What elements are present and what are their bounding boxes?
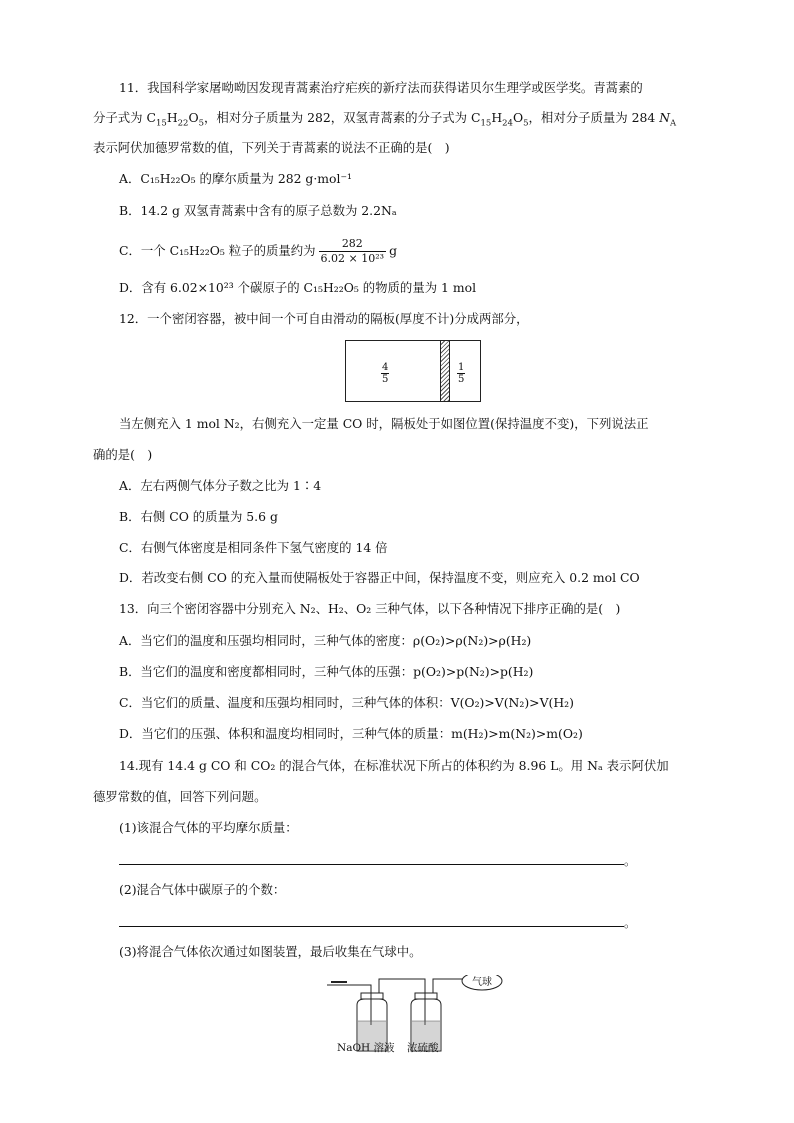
q13-option-c: C．当它们的质量、温度和压强均相同时，三种气体的体积：V(O₂)>V(N₂)>V(H₂) (119, 695, 574, 710)
q13-stem: 13．向三个密闭容器中分别充入 N₂、H₂、O₂ 三种气体，以下各种情况下排序正确的是( ) (119, 601, 621, 616)
right-denominator: 5 (458, 374, 465, 385)
q11-line2-text: 分子式为 C (93, 110, 156, 125)
left-fraction (381, 362, 389, 385)
q11-option-c-unit: g (389, 243, 398, 258)
q11-option-b: B．14.2 g 双氢青蒿素中含有的原子总数为 2.2Nₐ (119, 203, 397, 218)
blank-2-period: 。 (624, 916, 637, 930)
q14-line2: 德罗常数的值，回答下列问题。 (93, 789, 267, 804)
q11-na-sub: A (670, 118, 677, 129)
q12-line2: 当左侧充入 1 mol N₂，右侧充入一定量 CO 时，隔板处于如图位置(保持温度不变)，下列说法正 (119, 416, 649, 431)
q11-line3: 表示阿伏加德罗常数的值，下列关于青蒿素的说法不正确的是( ) (93, 140, 450, 155)
q11-na: N (659, 110, 671, 125)
q12-option-b: B．右侧 CO 的质量为 5.6 g (119, 509, 278, 524)
answer-blank-1[interactable] (119, 864, 624, 865)
q11-c-denominator: 6.02 × 10²³ (320, 252, 385, 265)
q13-option-b: B．当它们的温度和密度都相同时，三种气体的压强：p(O₂)>p(N₂)>p(H₂) (119, 664, 534, 679)
q14-part2: (2)混合气体中碳原子的个数： (119, 882, 286, 897)
naoh-solution-label: NaOH 溶液 (337, 1042, 395, 1054)
balloon-label: 气球 (472, 977, 492, 988)
container-diagram (345, 340, 481, 402)
left-denominator: 5 (382, 374, 389, 385)
right-numerator: 1 (458, 362, 465, 373)
q11-option-c-fraction (319, 238, 387, 265)
q11-o2: O (512, 110, 524, 125)
sliding-partition (440, 341, 450, 401)
q11-option-a: A．C₁₅H₂₂O₅ 的摩尔质量为 282 g·mol⁻¹ (119, 171, 352, 186)
q12-option-d: D．若改变右侧 CO 的充入量而使隔板处于容器正中间，保持温度不变，则应充入 0.2 mol CO (119, 570, 640, 585)
q12-option-a: A．左右两侧气体分子数之比为 1∶4 (119, 478, 322, 493)
q11-option-d: D．含有 6.02×10²³ 个碳原子的 C₁₅H₂₂O₅ 的物质的量为 1 mol (119, 280, 477, 295)
q11-line2-mid: ，相对分子质量为 282，双氢青蒿素的分子式为 C (204, 110, 481, 125)
q12-option-c: C．右侧气体密度是相同条件下氢气密度的 14 倍 (119, 540, 388, 555)
q13-option-d: D．当它们的压强、体积和温度均相同时，三种气体的质量：m(H₂)>m(N₂)>m(O₂) (119, 726, 583, 741)
q14-part1: (1)该混合气体的平均摩尔质量： (119, 820, 298, 835)
q11-line2-end: ，相对分子质量为 284 (528, 110, 660, 125)
q11-o: O (188, 110, 199, 125)
q13-option-a: A．当它们的温度和压强均相同时，三种气体的密度：ρ(O₂)>ρ(N₂)>ρ(H₂) (119, 633, 532, 648)
q12-line3: 确的是( ) (93, 447, 153, 462)
q11-c-numerator: 282 (319, 238, 387, 252)
conc-sulfuric-acid-label: 浓硫酸 (407, 1042, 439, 1054)
right-fraction (457, 362, 465, 385)
q14-part3: (3)将混合气体依次通过如图装置，最后收集在气球中。 (119, 944, 422, 959)
q11-line1: 11．我国科学家屠呦呦因发现青蒿素治疗疟疾的新疗法而获得诺贝尔生理学或医学奖。青蒿素的 (119, 80, 643, 95)
q12-stem: 12．一个密闭容器，被中间一个可自由滑动的隔板(厚度不计)分成两部分， (119, 311, 529, 326)
left-numerator: 4 (382, 362, 389, 373)
answer-blank-2[interactable] (119, 926, 624, 927)
q11-option-c-text: C．一个 C₁₅H₂₂O₅ 粒子的质量约为 (119, 243, 316, 258)
blank-1-period: 。 (624, 854, 637, 868)
q11-h2: H (491, 110, 503, 125)
q11-h: H (166, 110, 178, 125)
q11-option-c (119, 238, 397, 265)
q11-line2: 分子式为 $C_{15}H_{22}O_5$，相对分子质量为 282，双氢青蒿素的分子式为 $C_{15}H_{24}O_5$，相对分子质量为 284 $N_A$ (93, 110, 677, 129)
q14-line1: 14.现有 14.4 g CO 和 CO₂ 的混合气体，在标准状况下所占的体积约为 8.96 L。用 Nₐ 表示阿伏加 (119, 758, 669, 773)
